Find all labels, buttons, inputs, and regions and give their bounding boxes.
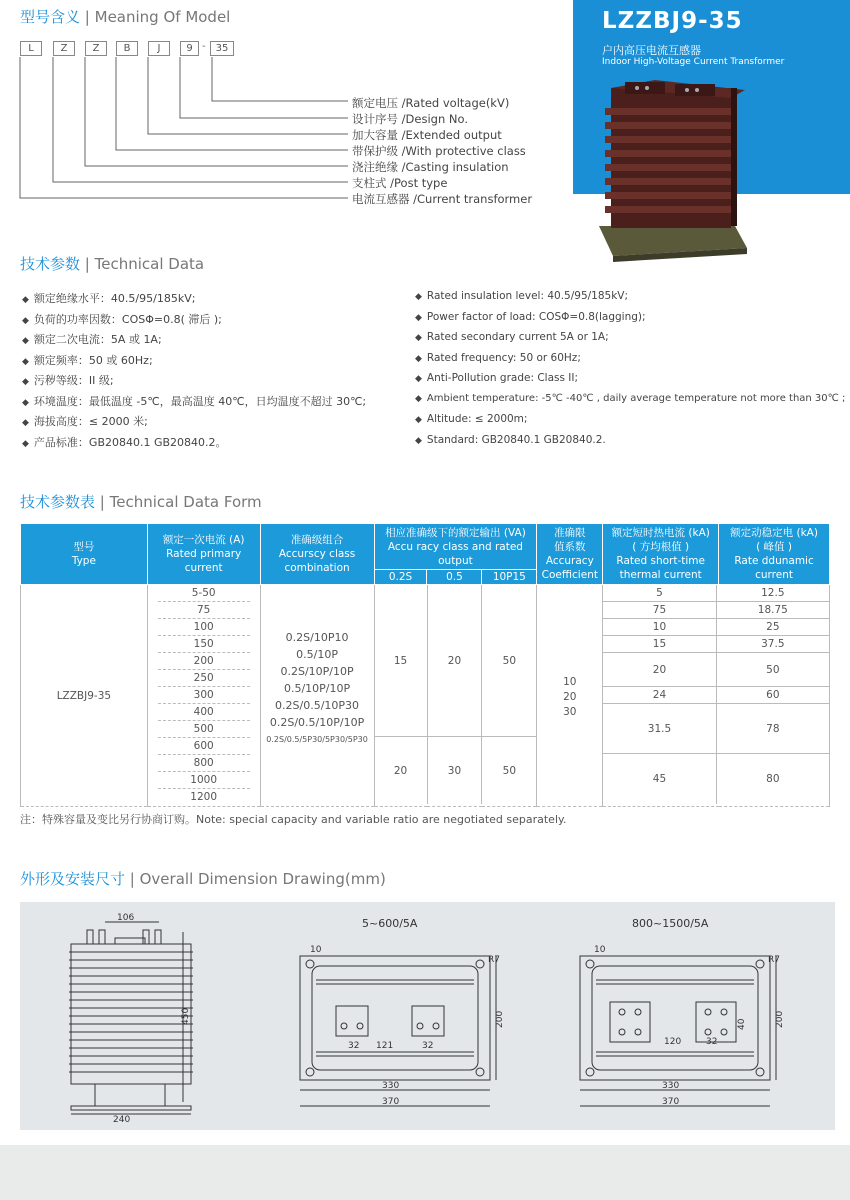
code-box-z1: Z — [53, 41, 75, 56]
spec-cn-6: ◆ 环境温度：最低温度 -5℃，最高温度 40℃，日均温度不超过 30℃; — [22, 395, 367, 408]
v1-dim-370: 370 — [382, 1097, 400, 1107]
product-image — [585, 78, 760, 263]
spec-cn-7: ◆ 海拔高度：≤ 2000 米; — [22, 415, 148, 428]
dimension-title-cn: 外形及安装尺寸 — [20, 870, 126, 888]
v1-dim-32a: 32 — [348, 1041, 360, 1051]
spec-en-5: ◆ Anti-Pollution grade: Class II; — [415, 372, 579, 384]
view1-title: 5~600/5A — [362, 917, 418, 930]
v2-dim-32: 32 — [706, 1037, 718, 1047]
dim-450: 450 — [181, 1007, 191, 1025]
spec-cn-1: ◆ 额定绝缘水平：40.5/95/185kV; — [22, 292, 196, 305]
model-title-cn: 型号含义 — [20, 8, 81, 26]
spec-cn-4: ◆ 额定频率：50 或 60Hz; — [22, 354, 153, 367]
v2-dim-10: 10 — [594, 945, 606, 955]
spec-cn-8: ◆ 产品标准：GB20840.1 GB20840.2。 — [22, 436, 227, 449]
code-box-j: J — [148, 41, 170, 56]
page-footer — [0, 1145, 850, 1200]
v2-dim-370: 370 — [662, 1097, 680, 1107]
v2-dim-120: 120 — [664, 1037, 682, 1047]
header-thermal-current: 额定短时热电流 (kA) ( 方均根值 ) Rated short-time thermal current — [603, 524, 719, 585]
model-title-en: Meaning Of Model — [94, 8, 231, 26]
v1-dim-32b: 32 — [422, 1041, 434, 1051]
spec-cn-3: ◆ 额定二次电流：5A 或 1A; — [22, 333, 162, 346]
legend-current-transformer: 电流互感器 /Current transformer — [352, 192, 533, 206]
code-box-l: L — [20, 41, 42, 56]
cell-outputs: 15 20 50 20 30 50 — [374, 585, 537, 807]
v1-dim-10: 10 — [310, 945, 322, 955]
data-form-title: 技术参数表 | Technical Data Form — [20, 493, 262, 511]
v2-dim-330: 330 — [662, 1081, 680, 1091]
tech-title-en: Technical Data — [94, 255, 205, 273]
view2-title: 800~1500/5A — [632, 917, 709, 930]
v1-dim-121: 121 — [376, 1041, 394, 1051]
tech-title-cn: 技术参数 — [20, 255, 81, 273]
spec-cn-5: ◆ 污秽等级：II 级; — [22, 374, 114, 387]
spec-en-1: ◆ Rated insulation level: 40.5/95/185kV; — [415, 290, 629, 302]
spec-en-8: ◆ Standard: GB20840.1 GB20840.2. — [415, 434, 606, 446]
form-title-en: Technical Data Form — [109, 493, 262, 511]
model-section-title: 型号含义 | Meaning Of Model — [20, 8, 231, 26]
header-rated-output: 相应准确级下的额定输出 (VA) Accu racy class and rated output — [374, 524, 537, 570]
tech-data-title: 技术参数 | Technical Data — [20, 255, 205, 273]
code-box-z2: Z — [85, 41, 107, 56]
cell-currents: 5-50 75 100 150 200 250 300 400 500 600 800 1000 1200 — [147, 585, 260, 807]
spec-en-7: ◆ Altitude: ≤ 2000m; — [415, 413, 528, 425]
v2-dim-200: 200 — [775, 1010, 785, 1028]
header-accuracy-class: 准确级组合 Accurscy class combination — [260, 524, 374, 585]
code-box-9: 9 — [180, 41, 199, 56]
cell-coefficients: 10 20 30 — [537, 585, 603, 807]
model-connector-lines — [0, 0, 360, 210]
form-title-cn: 技术参数表 — [20, 493, 96, 511]
header-dynamic-current: 额定动稳定电 (kA) ( 峰值 ) Rate ddunamic current — [719, 524, 830, 585]
v2-dim-40: 40 — [737, 1018, 747, 1030]
legend-extended-output: 加大容量 /Extended output — [352, 128, 502, 142]
dimension-title-en: Overall Dimension Drawing(mm) — [139, 870, 386, 888]
spec-en-6: ◆ Ambient temperature: -5℃ -40℃ , daily average temperature not more than 30℃ ; — [415, 393, 846, 404]
view2-drawing — [560, 942, 790, 1122]
cell-thermal-dynamic: 5 12.5 75 18.75 10 25 15 37.5 20 50 24 60 31.5 78 45 80 — [603, 585, 830, 807]
legend-design-no: 设计序号 /Design No. — [352, 112, 468, 126]
v1-dim-330: 330 — [382, 1081, 400, 1091]
legend-protective-class: 带保护级 /With protective class — [352, 144, 526, 158]
v2-dim-r7: R7 — [768, 955, 780, 965]
spec-cn-2: ◆ 负荷的功率因数：COSΦ=0.8( 滞后 ); — [22, 313, 222, 326]
header-output-10p15: 10P15 — [482, 570, 537, 585]
header-output-02s: 0.2S — [374, 570, 427, 585]
code-dash: - — [202, 41, 206, 52]
front-view-drawing — [55, 912, 205, 1122]
product-name-cn: 户内高压电流互感器 — [602, 44, 701, 57]
header-output-05: 0.5 — [427, 570, 482, 585]
product-model-title: LZZBJ9-35 — [602, 8, 743, 34]
legend-casting-insulation: 浇注绝缘 /Casting insulation — [352, 160, 509, 174]
footnote: 注：特殊容量及变比另行协商订购。Note: special capacity and variable ratio are negotiated separately. — [20, 813, 567, 826]
view1-drawing — [280, 942, 510, 1122]
v1-dim-r7: R7 — [488, 955, 500, 965]
dim-240: 240 — [113, 1115, 131, 1122]
spec-en-4: ◆ Rated frequency: 50 or 60Hz; — [415, 352, 581, 364]
dimension-title: 外形及安装尺寸 | Overall Dimension Drawing(mm) — [20, 870, 386, 888]
dim-106: 106 — [117, 913, 135, 923]
legend-rated-voltage: 额定电压 /Rated voltage(kV) — [352, 96, 510, 110]
product-name-en: Indoor High-Voltage Current Transformer — [602, 57, 785, 67]
cell-accuracy: 0.2S/10P10 0.5/10P 0.2S/10P/10P 0.5/10P/10P 0.2S/0.5/10P30 0.2S/0.5/10P/10P 0.2S/0.5/5P30/5P30/5P30 — [260, 585, 374, 807]
cell-type: LZZBJ9-35 — [21, 585, 148, 807]
v1-dim-200: 200 — [495, 1010, 505, 1028]
header-accuracy-limit: 准确限 值系数 Accuracy Coefficient — [537, 524, 603, 585]
legend-post-type: 支柱式 /Post type — [352, 176, 448, 190]
spec-en-2: ◆ Power factor of load: COSΦ=0.8(lagging); — [415, 311, 646, 323]
header-type: 型号 Type — [21, 524, 148, 585]
spec-en-3: ◆ Rated secondary current 5A or 1A; — [415, 331, 609, 343]
header-primary-current: 额定一次电流 (A) Rated primary current — [147, 524, 260, 585]
code-box-b: B — [116, 41, 138, 56]
technical-data-table — [20, 523, 830, 807]
code-box-35: 35 — [210, 41, 234, 56]
